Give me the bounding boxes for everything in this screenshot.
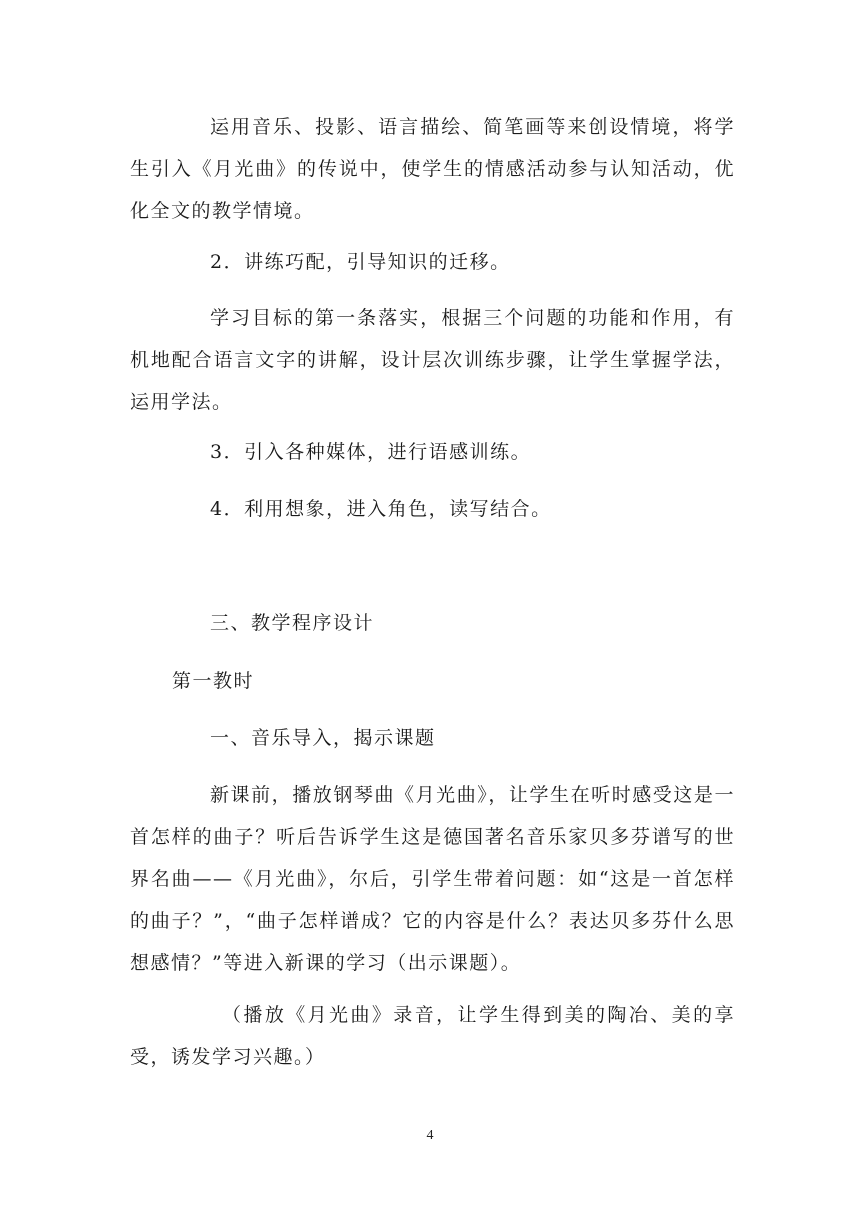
paragraph-before-class: 新课前，播放钢琴曲《月光曲》，让学生在听时感受这是一首怎样的曲子？听后告诉学生这是德国著名音乐家贝多芬谱写的世界名曲——《月光曲》，尔后，引学生带着问题：如“这是一首怎样的曲子？”，“曲子怎样谱成？它的内容是什么？表达贝多芬什么思想感情？”等进入新课的学习（出示课题）。 bbox=[130, 784, 735, 974]
paragraph-play-recording: （播放《月光曲》录音，让学生得到美的陶冶、美的享受，诱发学习兴趣。） bbox=[130, 1004, 735, 1068]
paragraph-intro-situation: 运用音乐、投影、语言描绘、简笔画等来创设情境，将学生引入《月光曲》的传说中，使学生的情感活动参与认知活动，优化全文的教学情境。 bbox=[130, 116, 735, 222]
subheading-music-intro: 一、音乐导入，揭示课题 bbox=[210, 727, 436, 749]
section-heading-program-design: 三、教学程序设计 bbox=[210, 612, 375, 634]
page-number: 4 bbox=[426, 1128, 434, 1143]
paragraph-learning-goal: 学习目标的第一条落实，根据三个问题的功能和作用，有机地配合语言文字的讲解，设计层次训练步骤，让学生掌握学法，运用学法。 bbox=[130, 307, 735, 413]
paragraph-item-4: 4．利用想象，进入角色，读写结合。 bbox=[210, 498, 552, 520]
subheading-first-lesson: 第一教时 bbox=[172, 670, 255, 692]
paragraph-item-2: 2．讲练巧配，引导知识的迁移。 bbox=[210, 251, 511, 273]
paragraph-item-3: 3．引入各种媒体，进行语感训练。 bbox=[210, 441, 532, 463]
